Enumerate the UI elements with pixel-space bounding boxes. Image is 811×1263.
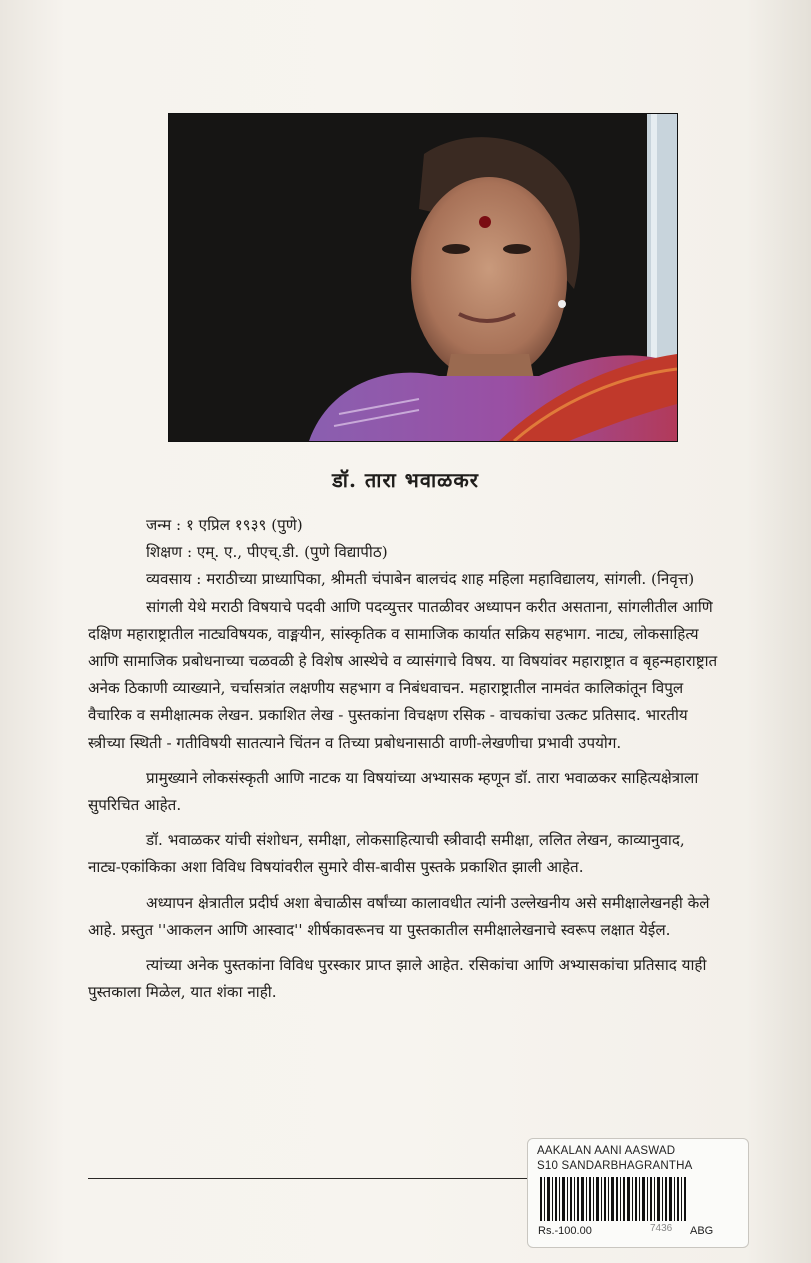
author-name: डॉ. तारा भवाळकर bbox=[332, 468, 479, 492]
bio-education: शिक्षण : एम्. ए., पीएच्.डी. (पुणे विद्यापीठ) bbox=[146, 543, 388, 562]
sticker-tag: ABG bbox=[690, 1225, 714, 1237]
author-bio bbox=[88, 512, 720, 1006]
bio-paragraph-3: डॉ. भवाळकर यांची संशोधन, समीक्षा, लोकसाहित्याची स्त्रीवादी समीक्षा, ललित लेखन, काव्यानुवाद, नाट्य-एकांकिका अशा विविध विषयांवरील सुमारे वीस-बावीस पुस्तके प्रकाशित झाली आहेत. bbox=[88, 831, 685, 877]
bio-birth: जन्म : १ एप्रिल १९३९ (पुणे) bbox=[146, 516, 303, 534]
closing-rule bbox=[88, 1178, 528, 1179]
bio-paragraph-1: सांगली येथे मराठी विषयाचे पदवी आणि पदव्युत्तर पातळीवर अध्यापन करीत असताना, सांगलीतील आणि दक्षिण महाराष्ट्रातील नाट्यविषयक, वाङ्मयीन, सांस्कृतिक व सामाजिक कार्यात सक्रिय सहभाग. नाट्य, लोकसाहित्य आणि सामाजिक प्रबोधनाच्या चळवळी हे विशेष आस्थेचे व व्यासंगाचे विषय. या विषयांवर महाराष्ट्रात व बृहन्महाराष्ट्रात अनेक ठिकाणी व्याख्याने, चर्चासत्रांत लक्षणीय सहभाग व निबंधवाचन. महाराष्ट्रातील नामवंत कालिकांतून विपुल वैचारिक व समीक्षात्मक लेखन. प्रकाशित लेख - पुस्तकांना विचक्षण रसिक - वाचकांचा उत्कट प्रतिसाद. भारतीय स्त्रीच्या स्थिती - गतीविषयी सातत्याने चिंतन व तिच्या प्रबोधनासाठी वाणी-लेखणीचा प्रभावी उपयोग. bbox=[88, 597, 718, 752]
bio-paragraph-2: प्रामुख्याने लोकसंस्कृती आणि नाटक या विषयांच्या अभ्यासक म्हणून डॉ. तारा भवाळकर साहित्यक्षेत्राला सुपरिचित आहेत. bbox=[88, 768, 699, 815]
sticker-number: 7436 bbox=[650, 1223, 673, 1234]
bio-occupation: व्यवसाय : मराठीच्या प्राध्यापिका, श्रीमती चंपाबेन बालचंद शाह महिला महाविद्यालय, सांगली. (निवृत्त) bbox=[146, 570, 695, 589]
bio-paragraph-4: अध्यापन क्षेत्रातील प्रदीर्घ अशा बेचाळीस वर्षांच्या कालावधीत त्यांनी उल्लेखनीय असे समीक्षालेखनही केले आहे. प्रस्तुत ''आकलन आणि आस्वाद'' शीर्षकावरूनच या पुस्तकातील समीक्षालेखनाचे स्वरूप लक्षात येईल. bbox=[88, 893, 710, 939]
sticker-price: Rs.-100.00 bbox=[538, 1225, 592, 1237]
sticker-title: AAKALAN AANI AASWAD bbox=[537, 1145, 676, 1157]
author-photo bbox=[168, 113, 678, 442]
bio-paragraph-5: त्यांच्या अनेक पुस्तकांना विविध पुरस्कार प्राप्त झाले आहेत. रसिकांचा आणि अभ्यासकांचा प्रतिसाद याही पुस्तकाला मिळेल, यात शंका नाही. bbox=[88, 956, 707, 1002]
sticker-code-line: S10 SANDARBHAGRANTHA bbox=[537, 1160, 693, 1172]
price-sticker bbox=[527, 1138, 749, 1248]
barcode-icon bbox=[538, 1177, 688, 1221]
